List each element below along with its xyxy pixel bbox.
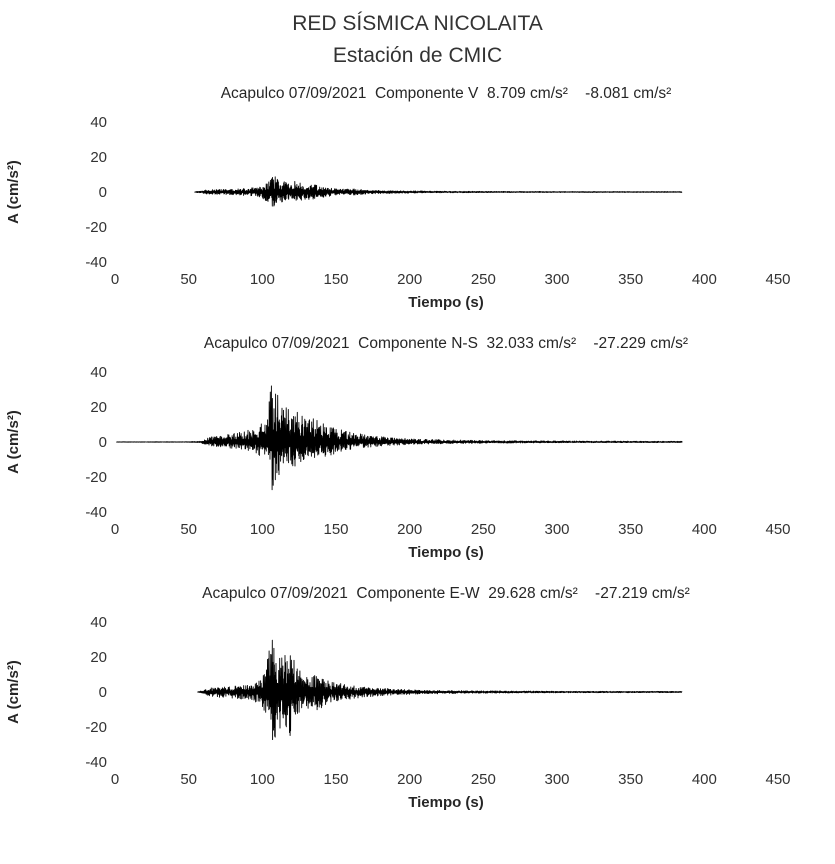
y-tick-label: 0 xyxy=(98,434,107,451)
seismogram-chart-ew xyxy=(0,574,835,818)
seismic-trace xyxy=(198,640,683,739)
x-tick-label: 100 xyxy=(249,521,275,538)
x-tick-label: 300 xyxy=(544,521,570,538)
x-tick-label: 400 xyxy=(691,771,717,788)
x-axis-title: Tiempo (s) xyxy=(408,294,484,311)
x-tick-label: 200 xyxy=(397,771,423,788)
y-tick-label: -20 xyxy=(85,719,107,736)
y-tick-label: 0 xyxy=(98,184,107,201)
seismogram-chart-ns xyxy=(0,324,835,568)
x-tick-label: 400 xyxy=(691,271,717,288)
x-tick-label: 0 xyxy=(110,521,120,538)
x-tick-label: 300 xyxy=(544,271,570,288)
x-tick-label: 100 xyxy=(249,271,275,288)
seismic-trace xyxy=(195,177,682,206)
y-tick-label: -40 xyxy=(85,254,107,271)
x-tick-label: 200 xyxy=(397,271,423,288)
y-axis-title: A (cm/s²) xyxy=(5,410,22,474)
x-tick-label: 150 xyxy=(323,521,349,538)
x-tick-label: 450 xyxy=(765,271,791,288)
chart-title: Acapulco 07/09/2021 Componente E-W 29.628 cm/s² -27.219 cm/s² xyxy=(202,585,690,602)
y-tick-label: 20 xyxy=(90,649,107,666)
x-tick-label: 100 xyxy=(249,771,275,788)
page-header xyxy=(0,8,835,72)
axis-tick-labels xyxy=(85,114,790,288)
axis-tick-labels xyxy=(85,364,790,538)
chart-title: Acapulco 07/09/2021 Componente N-S 32.033 cm/s² -27.229 cm/s² xyxy=(203,335,689,352)
y-tick-label: 40 xyxy=(90,614,107,631)
y-tick-label: 20 xyxy=(90,399,107,416)
x-tick-label: 200 xyxy=(397,521,423,538)
y-tick-label: -40 xyxy=(85,504,107,521)
y-tick-label: -20 xyxy=(85,469,107,486)
y-axis-title: A (cm/s²) xyxy=(5,160,22,224)
x-tick-label: 50 xyxy=(180,521,198,538)
x-tick-label: 150 xyxy=(323,771,349,788)
x-tick-label: 400 xyxy=(691,521,717,538)
x-tick-label: 0 xyxy=(110,271,120,288)
x-tick-label: 50 xyxy=(180,271,198,288)
page xyxy=(0,8,835,818)
station-subtitle: Estación de CMIC xyxy=(332,44,503,67)
y-axis-title: A (cm/s²) xyxy=(5,660,22,724)
y-tick-label: -20 xyxy=(85,219,107,236)
x-tick-label: 450 xyxy=(765,521,791,538)
x-tick-label: 350 xyxy=(618,771,644,788)
x-axis-title: Tiempo (s) xyxy=(408,544,484,561)
x-tick-label: 350 xyxy=(618,271,644,288)
x-tick-label: 450 xyxy=(765,771,791,788)
x-tick-label: 0 xyxy=(110,771,120,788)
y-tick-label: 20 xyxy=(90,149,107,166)
network-title: RED SÍSMICA NICOLAITA xyxy=(292,12,543,35)
x-tick-label: 300 xyxy=(544,771,570,788)
chart-title: Acapulco 07/09/2021 Componente V 8.709 cm/s² -8.081 cm/s² xyxy=(220,85,672,102)
y-tick-label: 40 xyxy=(90,364,107,381)
y-tick-label: 0 xyxy=(98,684,107,701)
y-tick-label: 40 xyxy=(90,114,107,131)
seismic-trace xyxy=(117,386,683,490)
seismogram-chart-v xyxy=(0,74,835,318)
x-tick-label: 250 xyxy=(470,771,496,788)
x-tick-label: 350 xyxy=(618,521,644,538)
x-tick-label: 50 xyxy=(180,771,198,788)
x-tick-label: 250 xyxy=(470,271,496,288)
axis-tick-labels xyxy=(85,614,790,788)
x-tick-label: 250 xyxy=(470,521,496,538)
x-axis-title: Tiempo (s) xyxy=(408,794,484,811)
x-tick-label: 150 xyxy=(323,271,349,288)
y-tick-label: -40 xyxy=(85,754,107,771)
